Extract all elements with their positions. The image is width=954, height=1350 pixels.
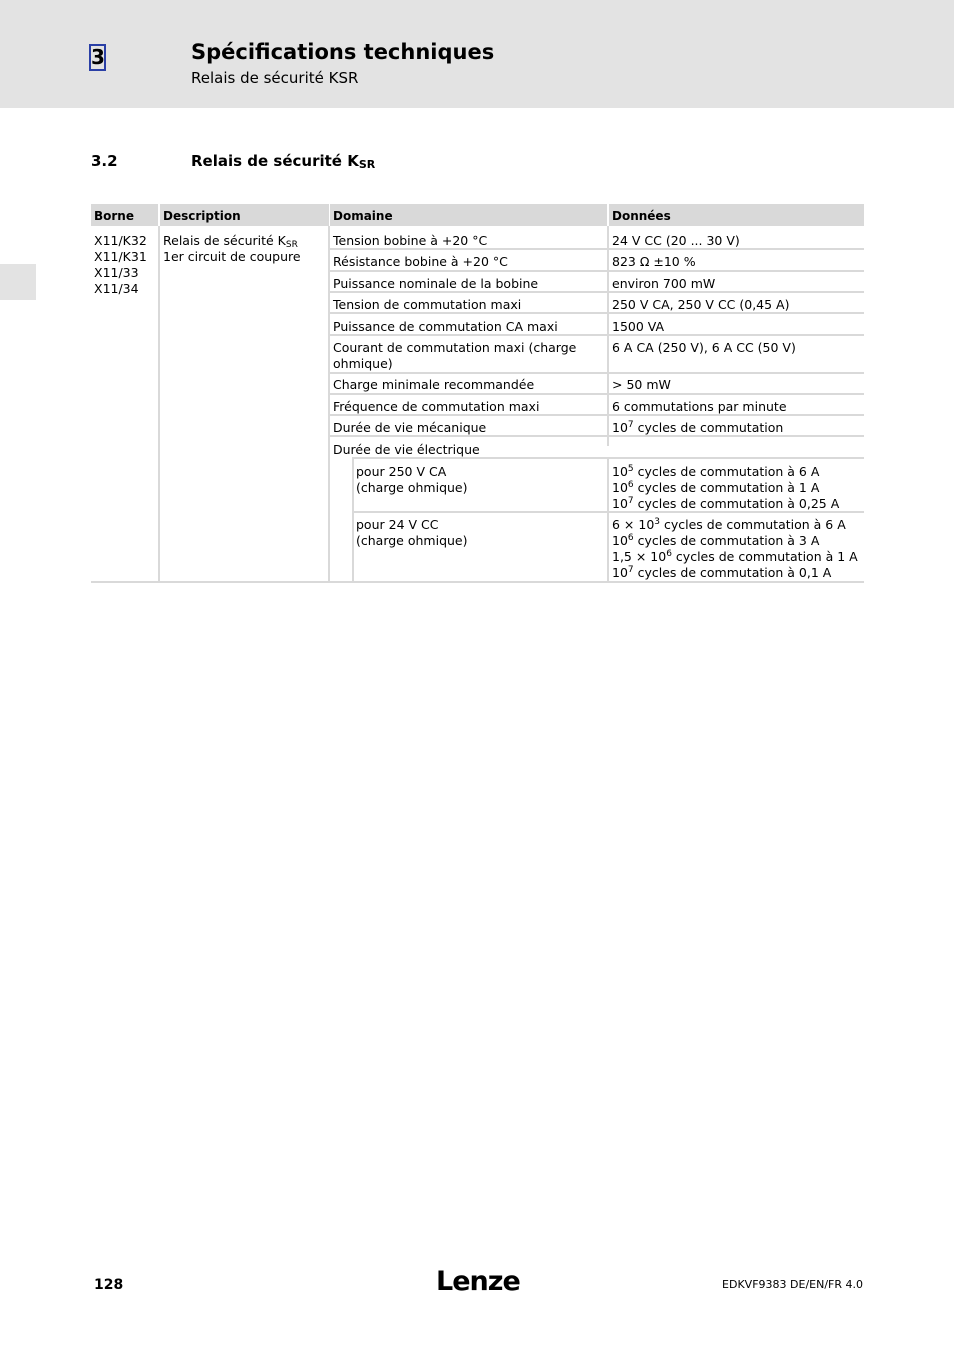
donnees-cell: 6 A CA (250 V), 6 A CC (50 V) [612, 340, 796, 355]
description-line: Relais de sécurité $K_{SR}$ [163, 233, 298, 250]
section-title [191, 152, 375, 170]
col-header-borne: Borne [91, 204, 158, 226]
row-divider [330, 291, 864, 293]
domaine-cell-electrique: Durée de vie électrique [333, 442, 480, 457]
domaine-cell: Tension de commutation maxi [333, 297, 522, 312]
row-divider [330, 435, 864, 437]
donnees-cell: 250 V CA, 250 V CC (0,45 A) [612, 297, 790, 312]
sub-donnees-250v: $10^5$ cycles de commutation à 6 A $10^6$ cycles de commutation à 1 A $10^7$ cycles de commutation à 0,25 A [612, 464, 840, 511]
borne-item: X11/K31 [94, 249, 147, 264]
sub-domaine-250v: pour 250 V CA (charge ohmique) [356, 464, 468, 495]
domaine-cell: Tension bobine à +20 °C [333, 233, 488, 248]
domaine-cell: Résistance bobine à +20 °C [333, 254, 508, 269]
description-cell [160, 230, 328, 265]
donnees-cell: 823 Ω ±10 % [612, 254, 696, 269]
grid-line [352, 458, 354, 582]
section-number: 3.2 [91, 152, 118, 170]
borne-item: X11/34 [94, 281, 139, 296]
row-divider [330, 334, 864, 336]
row-divider [330, 270, 864, 272]
donnees-cell: environ 700 mW [612, 276, 716, 291]
domaine-cell: Puissance de commutation CA maxi [333, 319, 558, 334]
donnees-cell: 6 commutations par minute [612, 399, 787, 414]
borne-item: X11/33 [94, 265, 139, 280]
row-divider [330, 248, 864, 250]
section-title-text: Relais de sécurité K [191, 152, 359, 170]
page-subtitle: Relais de sécurité KSR [191, 69, 359, 87]
domaine-cell: Charge minimale recommandée [333, 377, 535, 392]
row-divider [330, 414, 864, 416]
table-bottom-rule [91, 581, 864, 583]
page-title: Spécifications techniques [191, 40, 495, 64]
domaine-cell: Fréquence de commutation maxi [333, 399, 540, 414]
grid-line [158, 226, 160, 582]
lenze-logo: Lenze [436, 1266, 520, 1297]
col-header-donnees: Données [609, 204, 864, 226]
domaine-cell: Courant de commutation maxi (charge ohmique) [333, 340, 577, 371]
borne-item: X11/K32 [94, 233, 147, 248]
donnees-cell: 1500 VA [612, 319, 665, 334]
sub-donnees-24v: $6 \times 10^3$ cycles de commutation à 6 A $10^6$ cycles de commutation à 3 A $1,5 \times 10^6$ cycles de commutation à 1 A $10^7$ cycles de commutation à 0,1 A [612, 517, 858, 580]
borne-list [91, 230, 158, 297]
row-divider [330, 312, 864, 314]
chapter-number-badge[interactable]: 3 [91, 45, 105, 69]
row-divider [330, 393, 864, 395]
sub-domaine-24v: pour 24 V CC (charge ohmique) [356, 517, 468, 548]
col-header-domaine: Domaine [330, 204, 607, 226]
document-id: EDKVF9383 DE/EN/FR 4.0 [722, 1278, 863, 1291]
donnees-cell: 24 V CC (20 ... 30 V) [612, 233, 740, 248]
donnees-cell: $10^7$ cycles de commutation [612, 420, 784, 435]
section-title-subscript: SR [358, 158, 376, 171]
domaine-cell: Puissance nominale de la bobine [333, 276, 539, 291]
side-chapter-tab [0, 264, 36, 300]
page-number: 128 [94, 1277, 124, 1293]
col-header-description: Description [160, 204, 329, 226]
row-divider [352, 511, 864, 513]
domaine-cell: Durée de vie mécanique [333, 420, 487, 435]
description-line: 1er circuit de coupure [163, 249, 301, 264]
row-divider [352, 457, 864, 459]
donnees-cell: > 50 mW [612, 377, 671, 392]
